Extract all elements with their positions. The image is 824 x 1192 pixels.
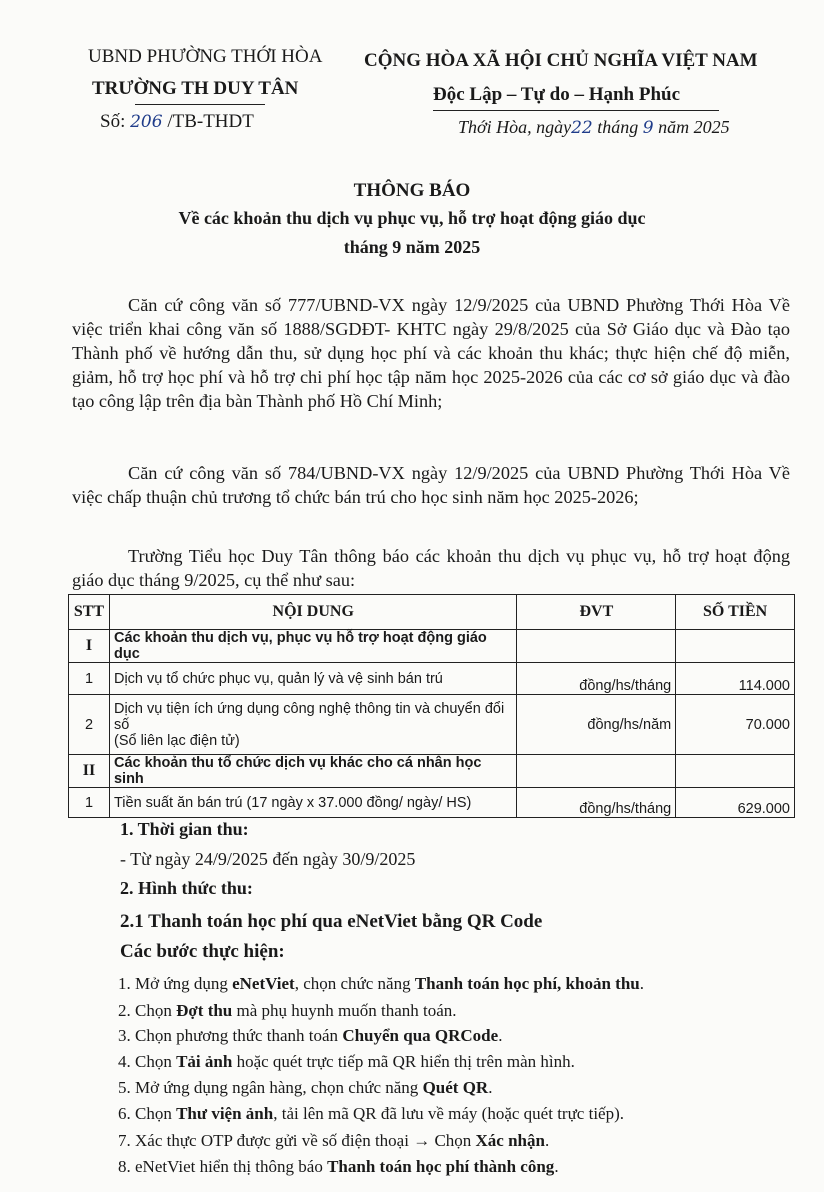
step-text: 2. Chọn bbox=[118, 1001, 177, 1020]
national-motto: Độc Lập – Tự do – Hạnh Phúc bbox=[433, 84, 681, 105]
motto-underline bbox=[433, 110, 719, 111]
step-text: 5. Mở ứng dụng ngân hàng, chọn chức năng bbox=[118, 1078, 423, 1097]
step-item bbox=[118, 1157, 559, 1177]
step-text: , chọn chức năng bbox=[294, 974, 415, 993]
step-item bbox=[118, 1104, 624, 1124]
row-stt: II bbox=[69, 755, 110, 788]
row-unit: đồng/hs/tháng bbox=[517, 788, 676, 818]
step-text: 3. Chọn phương thức thanh toán bbox=[118, 1026, 343, 1045]
row-amount bbox=[676, 630, 795, 663]
header-unit: ĐVT bbox=[517, 595, 676, 630]
row-amount: 629.000 bbox=[676, 788, 795, 818]
table-row bbox=[69, 755, 795, 788]
collection-time-heading: 1. Thời gian thu: bbox=[120, 819, 249, 839]
row-amount: 70.000 bbox=[676, 695, 795, 755]
table-header-row bbox=[69, 595, 795, 630]
school-underline bbox=[135, 104, 265, 105]
notice-subject: Về các khoản thu dịch vụ phục vụ, hỗ trợ hoạt động giáo dục bbox=[178, 208, 646, 228]
row-content: Các khoản thu dịch vụ, phục vụ hỗ trợ hoạt động giáo dục bbox=[109, 630, 516, 663]
step-emphasis: Thư viện ảnh bbox=[176, 1104, 274, 1123]
step-text: mà phụ huynh muốn thanh toán. bbox=[232, 1001, 457, 1020]
legal-basis-paragraph-1: Căn cứ công văn số 777/UBND-VX ngày 12/9/2025 của UBND Phường Thới Hòa Về việc triển khai công văn số 1888/SGDĐT- KHTC ngày 29/8/2025 của Sở Giáo dục và Đào tạo Thành phố về hướng dẫn thu, sử dụng học phí và các khoản thu khác; thực hiện chế độ miễn, giảm, hỗ trợ học phí và hỗ trợ chi phí học tập năm học 2025-2026 của các cơ sở giáo dục và đào tạo công lập trên địa bàn Thành phố Hồ Chí Minh; bbox=[72, 295, 790, 411]
step-text: 1. Mở ứng dụng bbox=[118, 974, 233, 993]
step-text: . bbox=[498, 1026, 503, 1045]
table-row bbox=[69, 695, 795, 755]
nation-title: CỘNG HÒA XÃ HỘI CHỦ NGHĨA VIỆT NAM bbox=[364, 50, 758, 71]
step-emphasis: Quét QR bbox=[422, 1078, 489, 1097]
fee-table bbox=[68, 594, 795, 818]
step-emphasis: Chuyển qua QRCode bbox=[342, 1026, 499, 1045]
step-item bbox=[118, 1078, 492, 1098]
row-content: Tiền suất ăn bán trú (17 ngày x 37.000 đồng/ ngày/ HS) bbox=[109, 788, 516, 818]
step-emphasis: Thanh toán học phí thành công bbox=[327, 1157, 555, 1176]
row-content-line1: Dịch vụ tiện ích ứng dụng công nghệ thông tin và chuyển đổi số bbox=[113, 700, 505, 733]
date-day-handwritten: 22 bbox=[571, 118, 593, 138]
step-item bbox=[118, 974, 644, 994]
table-row bbox=[69, 663, 795, 695]
step-emphasis: Đợt thu bbox=[176, 1001, 233, 1020]
row-unit bbox=[517, 630, 676, 663]
payment-method-heading: 2. Hình thức thu: bbox=[120, 878, 253, 898]
row-stt: I bbox=[69, 630, 110, 663]
announcement-paragraph: Trường Tiểu học Duy Tân thông báo các khoản thu dịch vụ phục vụ, hỗ trợ hoạt động giáo dục tháng 9/2025, cụ thể như sau: bbox=[72, 546, 790, 590]
row-stt: 1 bbox=[69, 663, 110, 695]
authority-name: UBND PHƯỜNG THỚI HÒA bbox=[88, 46, 323, 67]
step-text: hoặc quét trực tiếp mã QR hiển thị trên màn hình. bbox=[232, 1052, 575, 1071]
steps-heading: Các bước thực hiện: bbox=[120, 941, 285, 962]
row-amount: 114.000 bbox=[676, 663, 795, 695]
step-item bbox=[118, 1052, 575, 1072]
date-month-label: tháng bbox=[597, 117, 639, 137]
step-text: 4. Chọn bbox=[118, 1052, 177, 1071]
notice-title: THÔNG BÁO bbox=[353, 180, 471, 201]
qr-payment-heading: 2.1 Thanh toán học phí qua eNetViet bằng QR Code bbox=[120, 911, 543, 932]
date-month-handwritten: 9 bbox=[642, 118, 654, 138]
step-emphasis: eNetViet bbox=[232, 974, 295, 993]
date-prefix: Thới Hòa, ngày bbox=[458, 117, 572, 137]
date-year: năm 2025 bbox=[658, 117, 730, 137]
document-number bbox=[100, 111, 254, 133]
step-text: , tải lên mã QR đã lưu về máy (hoặc quét trực tiếp). bbox=[273, 1104, 624, 1123]
step-text: 8. eNetViet hiển thị thông báo bbox=[118, 1157, 328, 1176]
step-item bbox=[118, 1026, 502, 1046]
step-text: . bbox=[554, 1157, 559, 1176]
step-emphasis: Thanh toán học phí, khoản thu bbox=[414, 974, 640, 993]
step-emphasis: Tải ảnh bbox=[176, 1052, 233, 1071]
number-handwritten: 206 bbox=[130, 112, 163, 132]
table-row bbox=[69, 630, 795, 663]
row-content-line2: (Sổ liên lạc điện tử) bbox=[113, 732, 240, 749]
row-unit bbox=[517, 755, 676, 788]
step-text: 7. Xác thực OTP được gửi về số điện thoại → Chọn bbox=[118, 1131, 476, 1150]
school-name: TRƯỜNG TH DUY TÂN bbox=[92, 78, 299, 99]
step-text: . bbox=[639, 974, 644, 993]
step-item bbox=[118, 1001, 457, 1021]
document-date bbox=[458, 117, 730, 138]
row-amount bbox=[676, 755, 795, 788]
number-prefix: Số: bbox=[100, 111, 126, 132]
row-content: Dịch vụ tổ chức phục vụ, quản lý và vệ sinh bán trú bbox=[109, 663, 516, 695]
header-amount: SỐ TIỀN bbox=[676, 595, 795, 630]
row-unit: đồng/hs/tháng bbox=[517, 663, 676, 695]
number-suffix: /TB-THDT bbox=[167, 111, 254, 132]
table-row bbox=[69, 788, 795, 818]
row-stt: 2 bbox=[69, 695, 110, 755]
step-text: . bbox=[488, 1078, 493, 1097]
step-item bbox=[118, 1131, 549, 1151]
step-emphasis: Xác nhận bbox=[475, 1131, 545, 1150]
row-content: Các khoản thu tổ chức dịch vụ khác cho cá nhân học sinh bbox=[109, 755, 516, 788]
step-text: . bbox=[544, 1131, 550, 1150]
step-text: 6. Chọn bbox=[118, 1104, 177, 1123]
header-content: NỘI DUNG bbox=[109, 595, 516, 630]
row-unit: đồng/hs/năm bbox=[517, 695, 676, 755]
collection-time-text: - Từ ngày 24/9/2025 đến ngày 30/9/2025 bbox=[120, 849, 416, 869]
row-content bbox=[109, 695, 516, 755]
legal-basis-paragraph-2: Căn cứ công văn số 784/UBND-VX ngày 12/9/2025 của UBND Phường Thới Hòa Về việc chấp thuận chủ trương tổ chức bán trú cho học sinh năm học 2025-2026; bbox=[72, 463, 790, 507]
notice-period: tháng 9 năm 2025 bbox=[343, 237, 481, 257]
header-stt: STT bbox=[69, 595, 110, 630]
row-stt: 1 bbox=[69, 788, 110, 818]
